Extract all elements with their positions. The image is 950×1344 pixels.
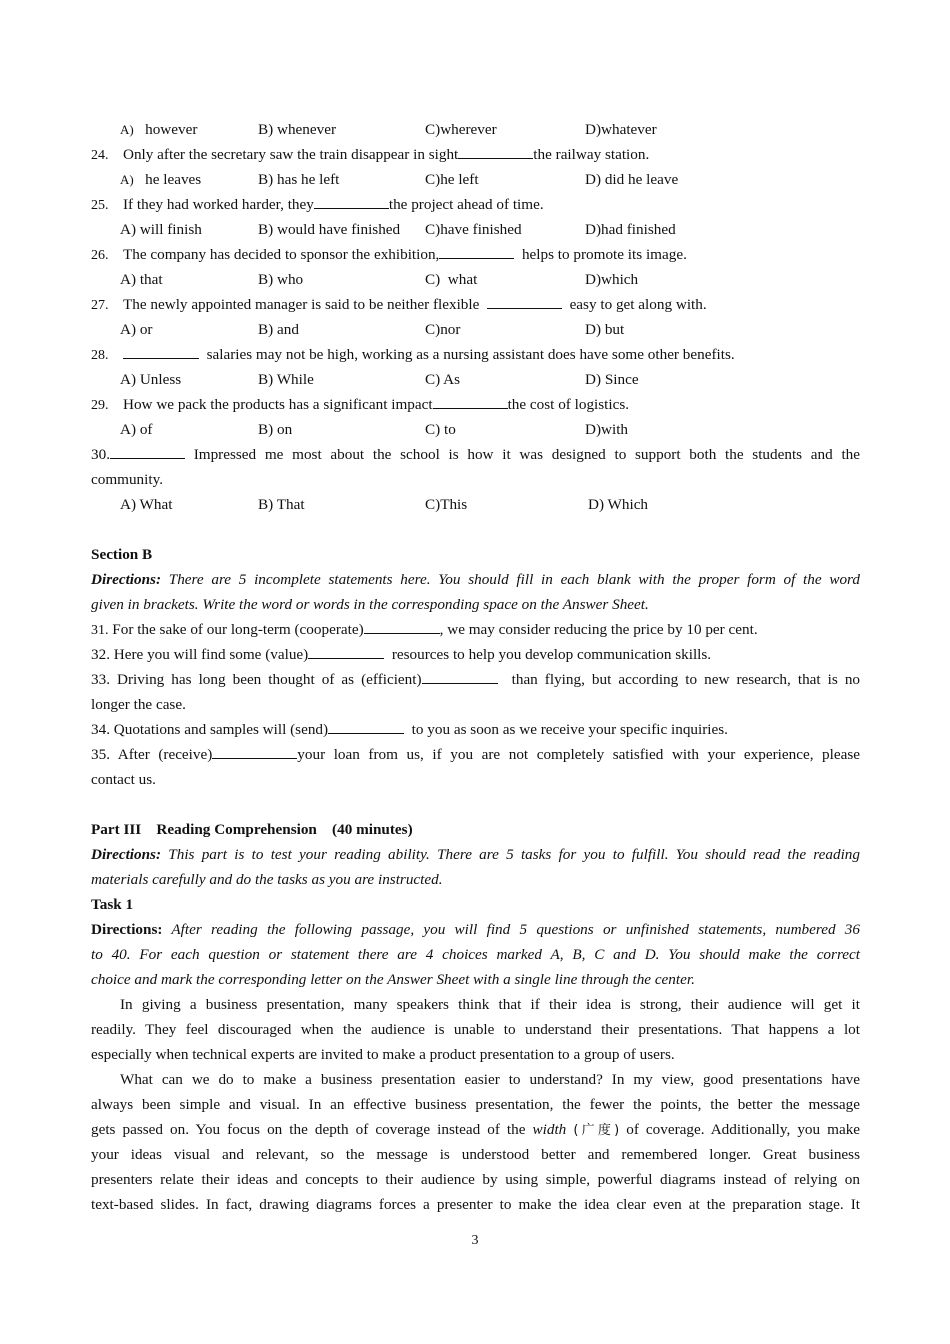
q26-option-a: A) that <box>120 271 163 288</box>
q27-blank <box>487 293 562 309</box>
task1-directions-cont2: choice and mark the corresponding letter on the Answer Sheet with a single line through the center. <box>91 971 695 988</box>
q24-option-a: A) he leaves <box>120 171 202 188</box>
q26-stem: 26. The company has decided to sponsor the exhibition, helps to promote its image. <box>91 242 860 267</box>
q31-blank <box>364 618 440 634</box>
q23-options <box>91 117 860 142</box>
q29-option-c: C) to <box>425 421 456 438</box>
q26-blank <box>439 243 514 259</box>
passage-p2-line4: your ideas visual and relevant, so the message is understood better and remembered longer. Great business <box>91 1146 860 1163</box>
q34-blank <box>328 718 404 734</box>
task1-directions-cont: to 40. For each question or statement there are 4 choices marked A, B, C and D. You should make the correct <box>91 946 860 963</box>
q23-option-d: D)whatever <box>585 121 657 138</box>
q26-option-c: C) what <box>425 271 478 288</box>
passage-p2-line6: text-based slides. In fact, drawing diagrams forces a presenter to make the idea clear even at the preparation stage. It <box>91 1196 860 1213</box>
q27-options <box>91 317 860 342</box>
q27-option-b: B) and <box>258 321 299 338</box>
q24-option-d: D) did he leave <box>585 171 679 188</box>
q26-option-b: B) who <box>258 271 304 288</box>
q30-number: 30. <box>91 446 110 463</box>
q29-blank <box>433 393 508 409</box>
q33-blank <box>422 668 498 684</box>
part3-title: Part III Reading Comprehension (40 minutes) <box>91 821 413 838</box>
spacer <box>91 517 860 542</box>
passage-p1-line2: readily. They feel discouraged when the audience is unable to understand their presentations. That happens a lot <box>91 1021 860 1038</box>
q25-stem: 25. If they had worked harder, they the project ahead of time. <box>91 192 860 217</box>
section-b-directions-cont: given in brackets. Write the word or words in the corresponding space on the Answer Sheet. <box>91 596 649 613</box>
q28-stem: 28. salaries may not be high, working as a nursing assistant does have some other benefits. <box>91 342 860 367</box>
q27-stem: 27. The newly appointed manager is said to be neither flexible easy to get along with. <box>91 292 860 317</box>
q23-option-b: B) whenever <box>258 121 337 138</box>
q34: 34. Quotations and samples will (send) to you as soon as we receive your specific inquiries. <box>91 717 860 742</box>
part3-directions: Directions: This part is to test your reading ability. There are 5 tasks for you to fulfill. You should read the reading <box>91 846 860 863</box>
section-b-directions: Directions: There are 5 incomplete statements here. You should fill in each blank with the proper form of the word <box>91 571 860 588</box>
q25-options <box>91 217 860 242</box>
q29-option-d: D)with <box>585 421 629 438</box>
q28-blank <box>123 343 199 359</box>
passage-p2-line2: always been simple and visual. In an effective business presentation, the fewer the points, the better the message <box>91 1096 860 1113</box>
q24-stem: 24. Only after the secretary saw the train disappear in sight the railway station. <box>91 142 860 167</box>
q28-option-b: B) While <box>258 371 314 388</box>
passage-p1-line3: especially when technical experts are invited to make a product presentation to a group of users. <box>91 1046 675 1063</box>
q27-option-d: D) but <box>585 321 625 338</box>
q26-number: 26. <box>91 248 109 263</box>
spacer <box>91 792 860 817</box>
q28-options <box>91 367 860 392</box>
q25-blank <box>314 193 389 209</box>
q28-number: 28. <box>91 348 109 363</box>
part3-directions-cont: materials carefully and do the tasks as you are instructed. <box>91 871 443 888</box>
q25-option-a: A) will finish <box>120 221 202 238</box>
q30-option-b: B) That <box>258 496 305 513</box>
q30-stem-cont: community. <box>91 471 163 488</box>
passage-p2-line1: What can we do to make a business presentation easier to understand? In my view, good presentations have <box>120 1071 860 1088</box>
q23-option-c: C)wherever <box>425 121 497 138</box>
q24-options <box>91 167 860 192</box>
q33-cont: longer the case. <box>91 696 186 713</box>
task1-directions: Directions: After reading the following passage, you will find 5 questions or unfinished statements, numbered 36 <box>91 921 860 938</box>
gloss-word: width <box>532 1121 567 1138</box>
gloss-chinese: (广度) <box>573 1123 620 1138</box>
q28-option-a: A) Unless <box>120 371 182 388</box>
q30-option-d: D) Which <box>588 496 649 513</box>
q25-option-b: B) would have finished <box>258 221 401 238</box>
page-number: 3 <box>471 1233 479 1248</box>
q23-option-a: A) however <box>120 121 198 138</box>
q26-option-d: D)which <box>585 271 639 288</box>
q24-blank <box>458 143 533 159</box>
q32-blank <box>308 643 384 659</box>
q31: 31. For the sake of our long-term (cooperate) , we may consider reducing the price by 10 per cent. <box>91 617 860 642</box>
q28-option-c: C) As <box>425 371 461 388</box>
q29-option-a: A) of <box>120 421 153 438</box>
q30-blank <box>110 443 185 459</box>
q24-number: 24. <box>91 148 109 163</box>
q35-blank <box>212 743 297 759</box>
q25-number: 25. <box>91 198 109 213</box>
q29-options <box>91 417 860 442</box>
q26-options <box>91 267 860 292</box>
q30-options <box>91 492 860 517</box>
exam-page <box>91 117 860 1217</box>
q25-option-c: C)have finished <box>425 221 522 238</box>
q32: 32. Here you will find some (value) resources to help you develop communication skills. <box>91 642 860 667</box>
q33: 33. Driving has long been thought of as (efficient) than flying, but according to new research, that is no <box>91 667 860 692</box>
q29-option-b: B) on <box>258 421 293 438</box>
q30-stem: 30. Impressed me most about the school is how it was designed to support both the students and the <box>91 442 860 467</box>
q29-stem: 29. How we pack the products has a significant impact the cost of logistics. <box>91 392 860 417</box>
q25-option-d: D)had finished <box>585 221 676 238</box>
section-b-title: Section B <box>91 546 153 563</box>
q27-option-c: C)nor <box>425 321 461 338</box>
q29-number: 29. <box>91 398 109 413</box>
q28-option-d: D) Since <box>585 371 639 388</box>
passage-p1-line1: In giving a business presentation, many speakers think that if their idea is strong, their audience will get it <box>120 996 860 1013</box>
task1-title: Task 1 <box>91 896 134 913</box>
q30-option-a: A) What <box>120 496 173 513</box>
passage-p2-line5: presenters relate their ideas and concepts to their audience by using simple, powerful diagrams instead of relying on <box>91 1171 860 1188</box>
q24-option-c: C)he left <box>425 171 479 188</box>
q27-option-a: A) or <box>120 321 153 338</box>
q35-cont: contact us. <box>91 771 156 788</box>
passage-p2-line3: gets passed on. You focus on the depth of coverage instead of the width (广度) of coverage. Additionally, you make <box>91 1121 861 1138</box>
q24-option-b: B) has he left <box>258 171 340 188</box>
q27-number: 27. <box>91 298 109 313</box>
q30-option-c: C)This <box>425 496 468 513</box>
q35: 35. After (receive) your loan from us, if you are not completely satisfied with your experience, please <box>91 742 860 767</box>
